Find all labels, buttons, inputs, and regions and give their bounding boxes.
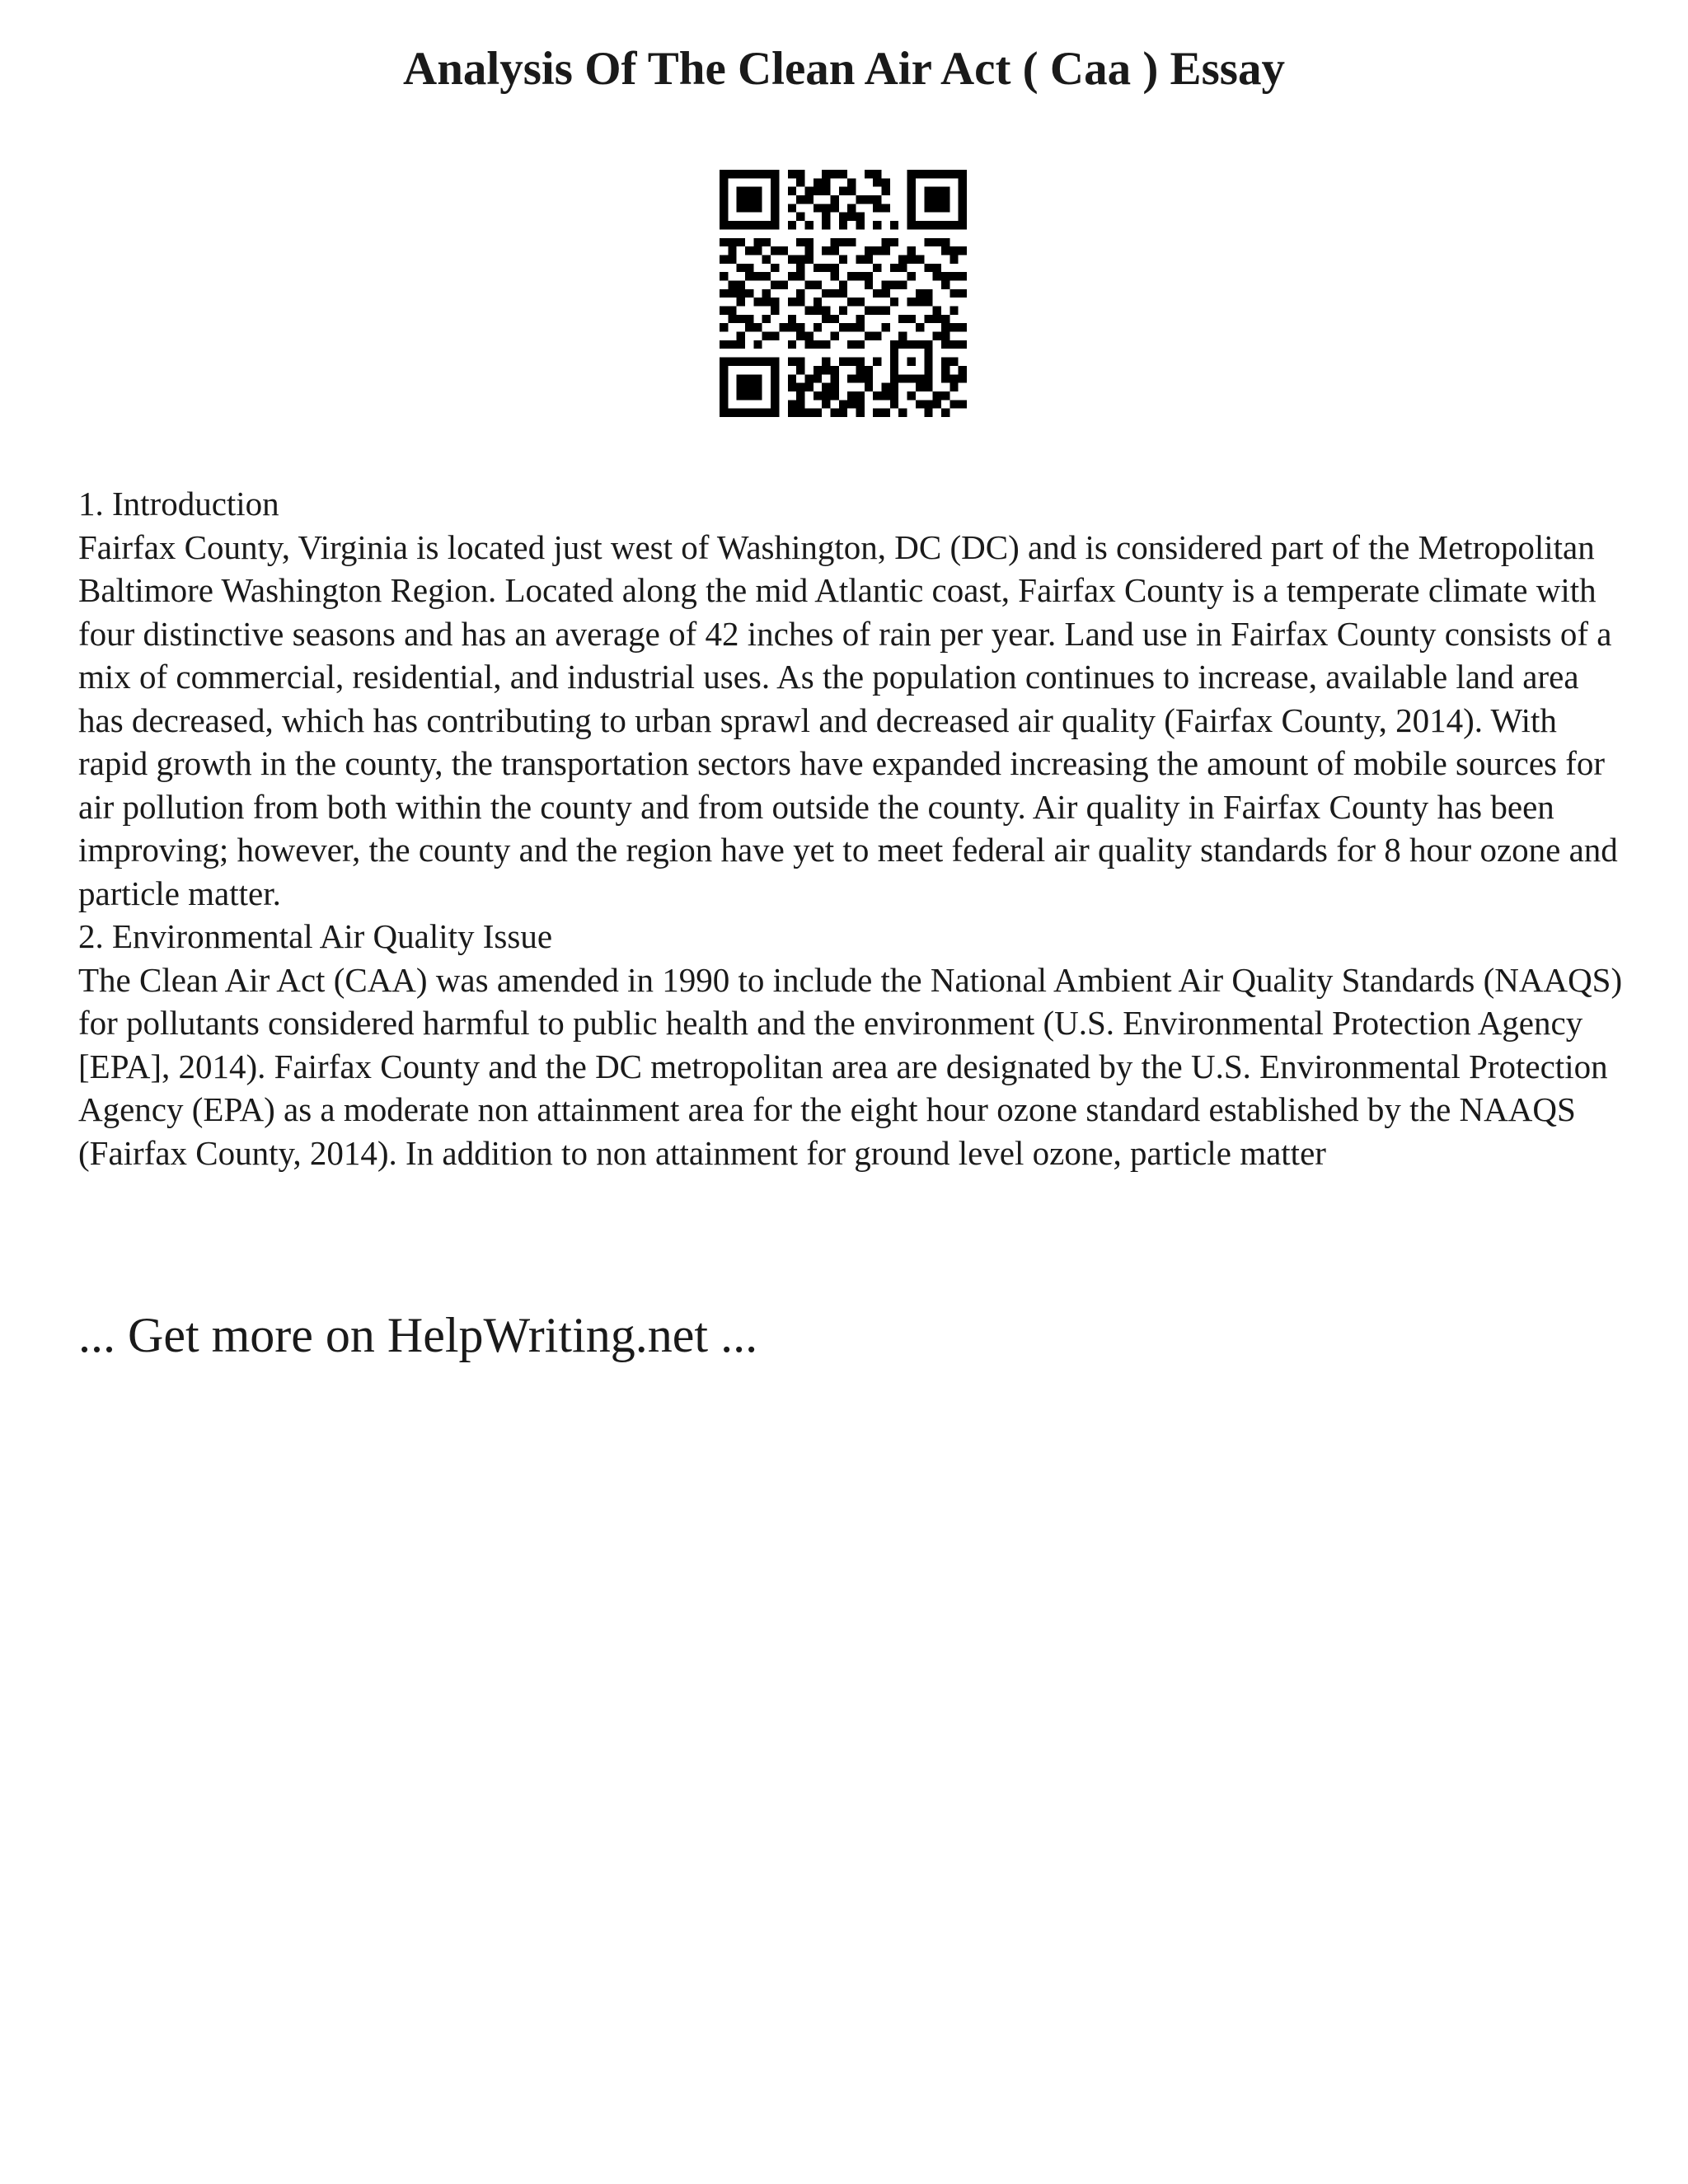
qr-code-icon xyxy=(720,170,967,417)
section-paragraph: Fairfax County, Virginia is located just west of Washington, DC (DC) and is considered part of the Metropolitan Baltimore Washington Region. Located along the mid Atlantic coast, Fairfax County is a temperate climate with four distinctive seasons and has an average of 42 inches of rain per year. Land use in Fairfax County consists of a mix of commercial, residential, and industrial uses. As the population continues to increase, available land area has decreased, which has contributing to urban sprawl and decreased air quality (Fairfax County, 2014). With rapid growth in the county, the transportation sectors have expanded increasing the amount of mobile sources for air pollution from both within the county and from outside the county. Air quality in Fairfax County has been improving; however, the county and the region have yet to meet federal air quality standards for 8 hour ozone and particle matter. xyxy=(78,527,1618,912)
document-body xyxy=(78,482,1628,1174)
section-paragraph: The Clean Air Act (CAA) was amended in 1990 to include the National Ambient Air Quality Standards (NAAQS) for pollutants considered harmful to public health and the environment (U.S. Environmental Protection Agency [EPA], 2014). Fairfax County and the DC metropolitan area are designated by the U.S. Environmental Protection Agency (EPA) as a moderate non attainment area for the eight hour ozone standard established by the NAAQS (Fairfax County, 2014). In addition to non attainment for ground level ozone, particle matter xyxy=(78,960,1623,1172)
section-heading: 1. Introduction xyxy=(78,485,279,523)
section-heading: 2. Environmental Air Quality Issue xyxy=(78,917,553,955)
get-more-link[interactable]: ... Get more on HelpWriting.net ... xyxy=(78,1308,758,1362)
document-title: Analysis Of The Clean Air Act ( Caa ) Essay xyxy=(403,43,1285,95)
